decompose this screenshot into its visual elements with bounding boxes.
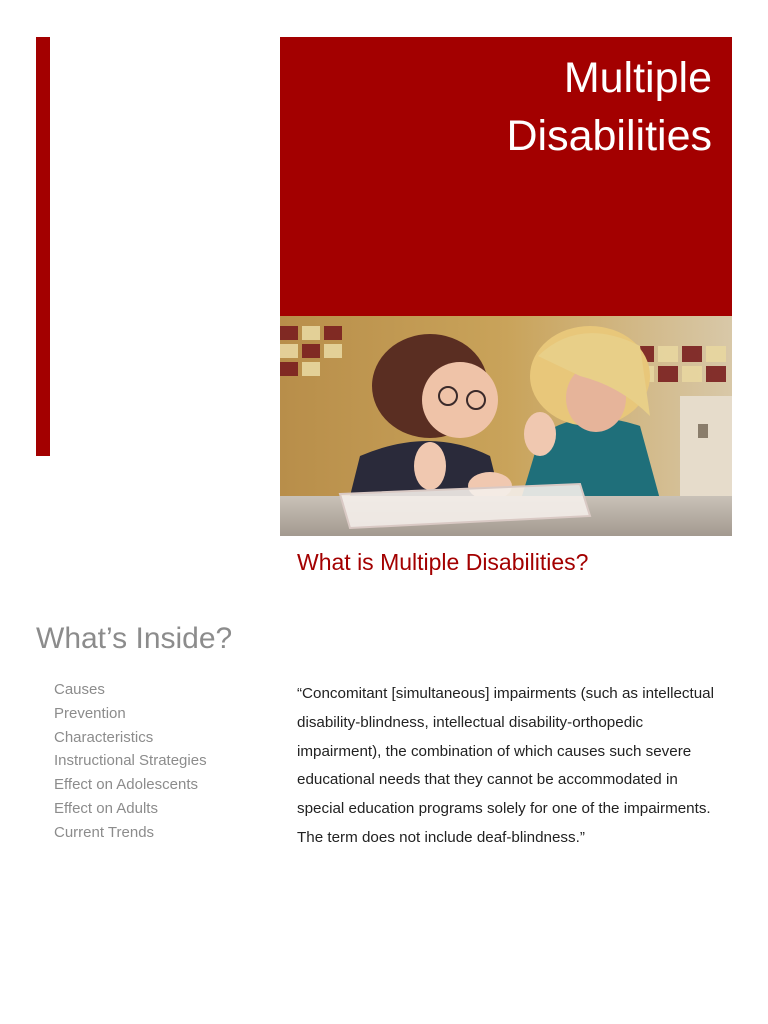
definition-quote: “Concomitant [simultaneous] impairments (such as intellectual disability-blindness, intellectual disability-orthopedic impairment), the combination of which causes such severe educational needs that they cannot be accommodated in special education programs solely for one of the impairments. The term does not include deaf-blindness.” bbox=[297, 685, 714, 846]
left-accent-bar bbox=[36, 37, 50, 456]
title-line-1: Multiple bbox=[563, 54, 712, 102]
title-banner bbox=[280, 37, 732, 316]
toc-item-effect-on-adolescents: Effect on Adolescents bbox=[54, 776, 198, 794]
whats-inside-heading: What’s Inside? bbox=[36, 622, 233, 655]
toc-item-causes: Causes bbox=[54, 681, 105, 698]
cover-photo bbox=[280, 316, 732, 536]
toc-item-instructional-strategies: Instructional Strategies bbox=[54, 752, 207, 770]
toc-item-current-trends: Current Trends bbox=[54, 823, 155, 841]
toc-item-prevention: Prevention bbox=[54, 704, 126, 722]
section-heading-definition: What is Multiple Disabilities? bbox=[297, 549, 589, 575]
title-line-2: Disabilities bbox=[506, 112, 712, 160]
page-title bbox=[506, 49, 712, 165]
toc-item-characteristics: Characteristics bbox=[54, 728, 154, 746]
toc-item-effect-on-adults: Effect on Adults bbox=[54, 799, 158, 817]
table-of-contents bbox=[54, 678, 207, 845]
